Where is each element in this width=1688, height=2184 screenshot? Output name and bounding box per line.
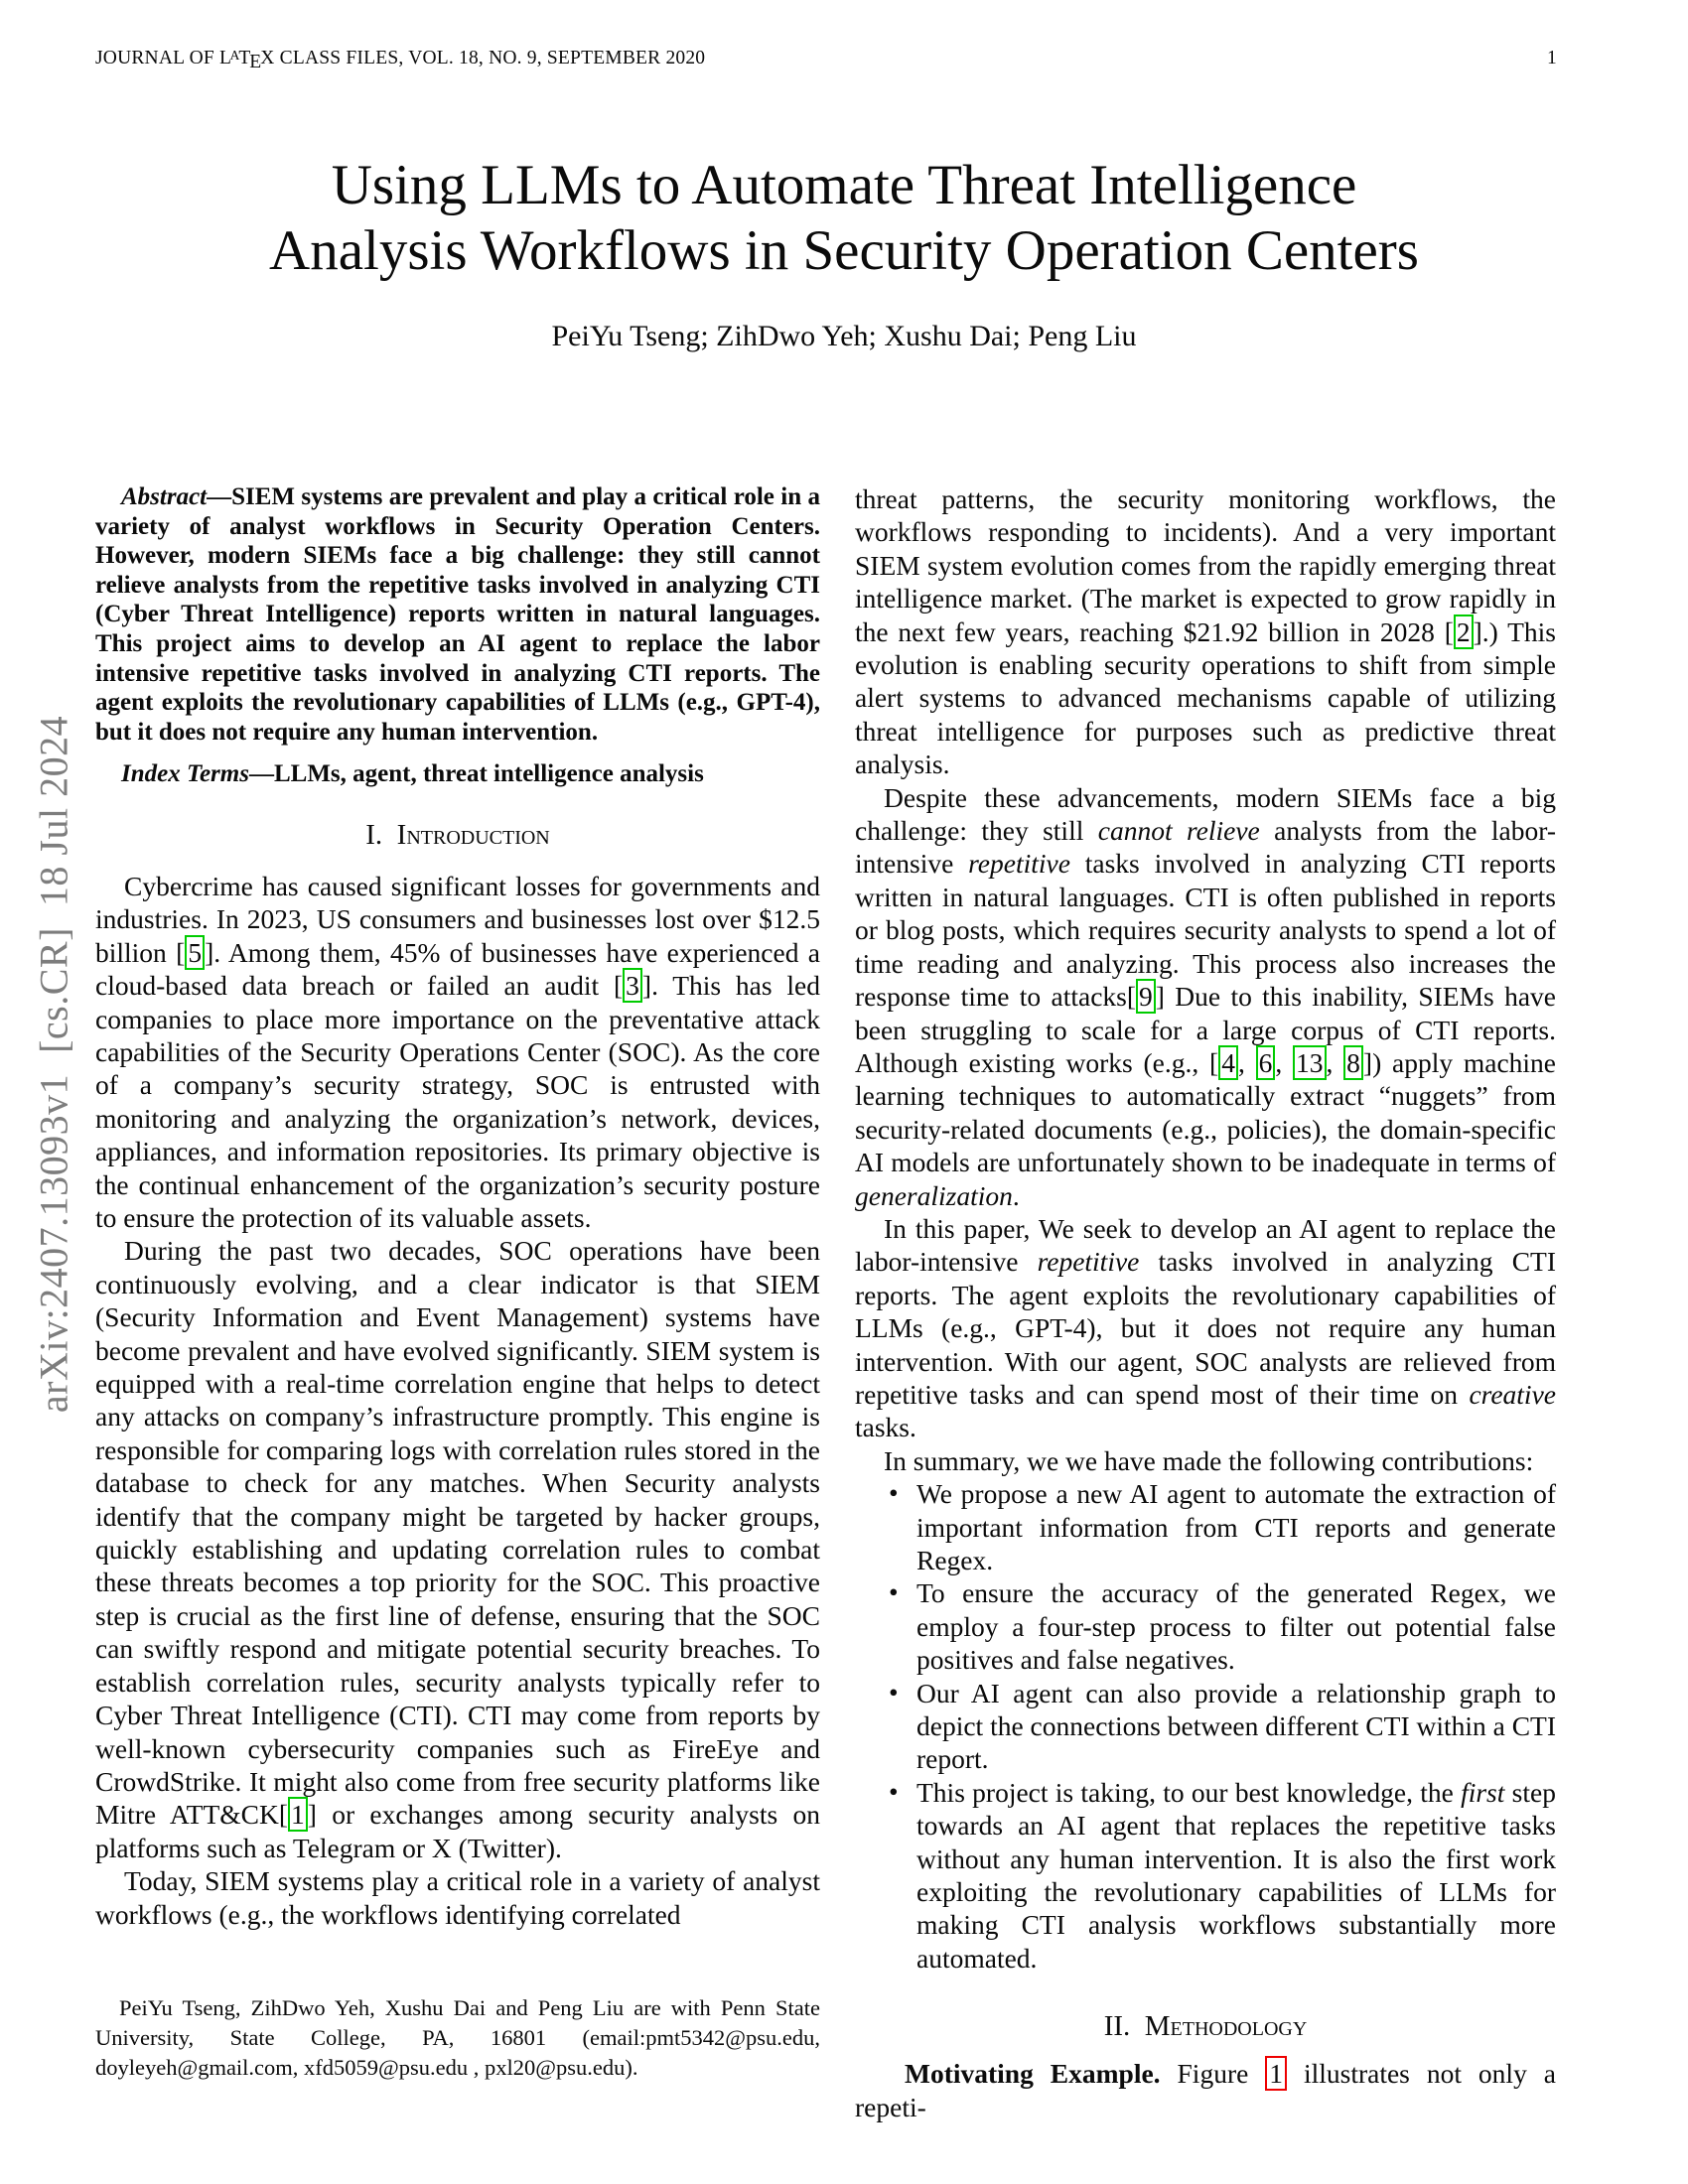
paper-title-line-2: Analysis Workflows in Security Operation Centers bbox=[269, 219, 1419, 282]
text-run: . bbox=[1012, 1179, 1020, 1211]
text-run: Abstract bbox=[121, 483, 208, 510]
body-paragraph-despite bbox=[855, 781, 1556, 1212]
index-terms bbox=[95, 759, 820, 789]
text-run: T bbox=[238, 48, 251, 68]
author-footnote: PeiYu Tseng, ZihDwo Yeh, Xushu Dai and Peng Liu are with Penn State University, State College, PA, 16801 (email:pmt5342@psu.edu, doyleyeh@gmail.com, xfd5059@psu.edu , pxl20@psu.edu). bbox=[95, 1995, 820, 2080]
citation-link[interactable]: 4 bbox=[1218, 1045, 1238, 1080]
text-run: —LLMs, agent, threat intelligence analysis bbox=[248, 760, 704, 788]
running-header bbox=[95, 48, 1557, 73]
text-run: analysts from the labor-intensive bbox=[855, 815, 1557, 880]
text-run: E bbox=[249, 52, 262, 73]
text-run: ]. Among them, 45% of businesses have experienced a cloud-based data breach or failed an audit [ bbox=[95, 936, 820, 1002]
body-paragraph-continuation bbox=[855, 482, 1556, 781]
figure-reference-link[interactable]: 1 bbox=[1265, 2056, 1287, 2091]
citation-link[interactable]: 1 bbox=[288, 1797, 308, 1832]
section-heading-methodology: II. Methodology bbox=[1103, 2010, 1308, 2043]
abstract-paragraph bbox=[95, 482, 820, 747]
intro-paragraph-3 bbox=[95, 1864, 820, 1931]
text-run: ]) apply machine learning techniques to automatically extract “nuggets” from security-related documents (e.g., policies), the domain-specific AI models are unfortunately shown to be inadequate in terms of bbox=[855, 1046, 1557, 1178]
text-run: ] or exchanges among security analysts on platforms such as Telegram or X (Twitter). bbox=[95, 1799, 820, 1863]
text-run: cannot relieve bbox=[1097, 815, 1260, 847]
body-paragraph-motivating-example bbox=[855, 2057, 1556, 2123]
section-heading-introduction: I. Introduction bbox=[365, 818, 550, 851]
text-run: step towards an AI agent that replaces the repetitive tasks without any human intervention. It is also the first work exploiting the revolutionary capabilities of LLMs for making CTI analysis workflows substantially more automated. bbox=[916, 1776, 1556, 1974]
text-run: Today, SIEM systems play a critical role in a variety of analyst workflows (e.g., the workflows identifying correlated bbox=[95, 1865, 820, 1930]
journal-header-text bbox=[95, 48, 705, 73]
text-run: Figure bbox=[1160, 2058, 1266, 2090]
citation-link[interactable]: 13 bbox=[1293, 1045, 1327, 1080]
text-run: ]. This has led companies to place more importance on the preventative attack capabilities of the Security Operations Center (SOC). As the core of a company’s security strategy, SOC is entrusted with monitoring and analyzing the organization’s network, devices, appliances, and information repositories. Its primary objective is the continual enhancement of the organization’s security posture to ensure the protection of its valuable assets. bbox=[95, 970, 820, 1233]
contributions-list bbox=[855, 1477, 1556, 1975]
text-run: repetitive bbox=[968, 848, 1070, 880]
text-run: ].) This evolution is enabling security operations to shift from simple alert systems to advanced mechanisms capable of utilizing threat intelligence for purposes such as predictive threat analysis. bbox=[855, 615, 1556, 780]
text-run: Motivating Example. bbox=[905, 2058, 1161, 2090]
text-run: tasks involved in analyzing CTI reports written in natural languages. CTI is often published in reports or blog posts, which requires security analysts to spend a lot of time reading and analyzing. This process also increases the response time to attacks[ bbox=[855, 848, 1556, 1013]
text-run: During the past two decades, SOC operations have been continuously evolving, and a clear indicator is that SIEM (Security Information and Event Management) systems have become prevalent and have evolved significantly. SIEM system is equipped with a real-time correlation engine that helps to detect any attacks on company’s infrastructure promptly. This engine is responsible for comparing logs with correlation rules stored in the database to check for any matches. When Security analysts identify that the company might be targeted by hacker groups, quickly establishing and updating correlation rules to combat these threats becomes a top priority for the SOC. This proactive step is crucial as the first line of defense, ensuring that the SOC can swiftly respond and mitigate potential security breaches. To establish correlation rules, security analysts typically refer to Cyber Threat Intelligence (CTI). CTI may come from reports by well-known cybersecurity companies such as FireEye and CrowdStrike. It might also come from free security platforms like Mitre ATT&CK[ bbox=[95, 1235, 820, 1831]
page-number: 1 bbox=[1547, 48, 1557, 68]
contribution-item-3 bbox=[916, 1677, 1556, 1776]
text-run: Our AI agent can also provide a relationship graph to depict the connections between different CTI within a CTI report. bbox=[916, 1677, 1557, 1775]
text-run: tasks involved in analyzing CTI reports. The agent exploits the revolutionary capabilities of LLMs (e.g., GPT-4), but it does not require any human intervention. With our agent, SOC analysts are relieved from repetitive tasks and can spend most of their time on bbox=[855, 1246, 1556, 1410]
citation-link[interactable]: 6 bbox=[1256, 1045, 1276, 1080]
text-run: repetitive bbox=[1037, 1246, 1140, 1278]
citation-link[interactable]: 2 bbox=[1454, 614, 1474, 649]
contribution-item-1 bbox=[916, 1477, 1556, 1576]
contribution-item-2 bbox=[916, 1576, 1556, 1676]
text-run: JOURNAL OF L bbox=[95, 48, 232, 68]
paper-title bbox=[119, 153, 1569, 284]
intro-paragraph-1 bbox=[95, 870, 820, 1234]
text-run: X CLASS FILES, VOL. 18, NO. 9, SEPTEMBER 2020 bbox=[260, 48, 706, 68]
text-run: In this paper, We seek to develop an AI agent to replace the labor-intensive bbox=[855, 1212, 1556, 1278]
text-run: , bbox=[1275, 1046, 1293, 1078]
text-run: threat patterns, the security monitoring workflows, the workflows responding to incidents). And a very important SIEM system evolution comes from the rapidly emerging threat intelligence market. (The market is expected to grow rapidly in the next few years, reaching $21.92 billion in 2028 [ bbox=[855, 483, 1556, 647]
body-paragraph-summary bbox=[855, 1444, 1556, 1477]
text-run: —SIEM systems are prevalent and play a critical role in a variety of analyst workflows in Security Operation Centers. However, modern SIEMs face a big challenge: they still cannot relieve analysts from the repetitive tasks involved in analyzing CTI (Cyber Threat Intelligence) reports written in natural languages. This project aims to develop an AI agent to replace the labor intensive repetitive tasks involved in analyzing CTI reports. The agent exploits the revolutionary capabilities of LLMs (e.g., GPT-4), but it does not require any human intervention. bbox=[95, 483, 820, 746]
citation-link[interactable]: 9 bbox=[1136, 979, 1156, 1014]
text-run: illustrates not only a repeti- bbox=[855, 2058, 1556, 2122]
citation-link[interactable]: 8 bbox=[1343, 1045, 1363, 1080]
text-run: Despite these advancements, modern SIEMs face a big challenge: they still bbox=[855, 781, 1556, 847]
text-run: Cybercrime has caused significant losses for governments and industries. In 2023, US consumers and businesses lost over $12.5 billion [ bbox=[95, 870, 820, 968]
text-run: , bbox=[1237, 1046, 1256, 1078]
citation-link[interactable]: 3 bbox=[623, 968, 642, 1003]
left-column bbox=[95, 482, 820, 1931]
arxiv-watermark: arXiv:2407.13093v1 [cs.CR] 18 Jul 2024 bbox=[31, 715, 76, 1414]
right-column bbox=[855, 482, 1556, 2123]
text-run: To ensure the accuracy of the generated Regex, we employ a four-step process to filter out potential false positives and false negatives. bbox=[916, 1577, 1556, 1676]
text-run: We propose a new AI agent to automate the extraction of important information from CTI reports and generate Regex. bbox=[916, 1478, 1556, 1575]
text-run: creative bbox=[1469, 1378, 1556, 1410]
text-run: tasks. bbox=[855, 1412, 916, 1443]
citation-link[interactable]: 5 bbox=[185, 935, 205, 970]
paper-title-line-1: Using LLMs to Automate Threat Intelligence bbox=[331, 154, 1357, 216]
contribution-item-4 bbox=[916, 1776, 1556, 1975]
text-run: ] Due to this inability, SIEMs have been struggling to scale for a large corpus of CTI reports. Although existing works (e.g., [ bbox=[855, 981, 1556, 1078]
text-run: In summary, we we have made the following contributions: bbox=[884, 1444, 1534, 1476]
text-run: A bbox=[229, 48, 240, 64]
intro-paragraph-2 bbox=[95, 1234, 820, 1864]
text-run: This project is taking, to our best knowledge, the bbox=[916, 1776, 1462, 1808]
body-paragraph-in-this-paper bbox=[855, 1212, 1556, 1444]
text-run: generalization bbox=[855, 1179, 1013, 1211]
text-run: , bbox=[1326, 1046, 1344, 1078]
author-line: PeiYu Tseng; ZihDwo Yeh; Xushu Dai; Peng Liu bbox=[551, 320, 1137, 352]
text-run: first bbox=[1461, 1776, 1505, 1808]
text-run: Index Terms bbox=[121, 760, 249, 788]
